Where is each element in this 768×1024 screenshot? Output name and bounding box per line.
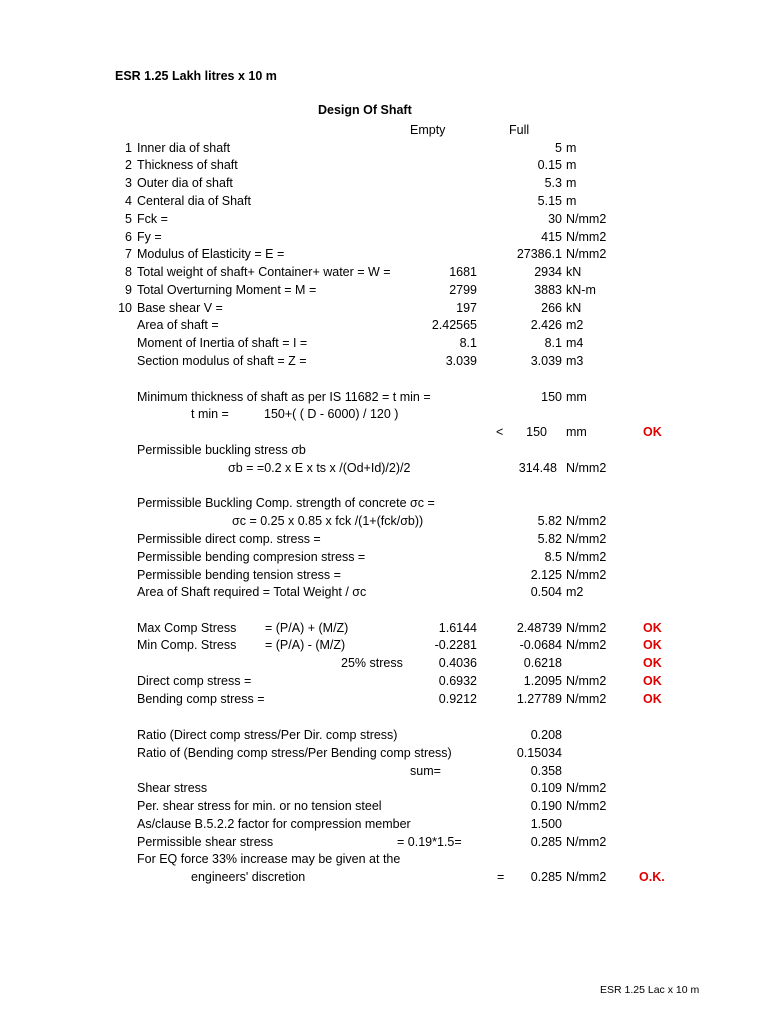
- ratio-value: 0.109: [530, 781, 562, 795]
- row-unit: m: [566, 176, 577, 190]
- ratio-value: 1.500: [530, 817, 562, 831]
- row-label: Fck =: [137, 212, 168, 226]
- row-unit: N/mm2: [566, 230, 607, 244]
- row-number: 10: [118, 301, 132, 315]
- column-header-empty: Empty: [410, 123, 446, 137]
- stress-formula: 25% stress: [341, 656, 403, 670]
- row-full-value: 3.039: [530, 354, 562, 368]
- section-title: Design Of Shaft: [318, 103, 412, 117]
- row-label: Area of shaft =: [137, 318, 219, 332]
- stress-full-value: 2.48739: [516, 621, 562, 635]
- row-full-value: 2934: [534, 265, 562, 279]
- stress-empty-value: 0.6932: [438, 674, 477, 688]
- ratio-value: 0.358: [530, 764, 562, 778]
- document-title: ESR 1.25 Lakh litres x 10 m: [115, 69, 277, 83]
- comp-strength-formula: σc = 0.25 x 0.85 x fck /(1+(fck/σb)): [232, 514, 424, 528]
- row-full-value: 5.15: [537, 194, 562, 208]
- ratio-value: 0.285: [530, 835, 562, 849]
- perm-label: Permissible bending tension stress =: [137, 568, 341, 582]
- row-label: Total Overturning Moment = M =: [137, 283, 317, 297]
- row-number: 4: [125, 194, 132, 208]
- status-badge: OK: [643, 656, 662, 670]
- stress-label: Direct comp stress =: [137, 674, 252, 688]
- stress-formula: = (P/A) - (M/Z): [265, 638, 346, 652]
- eq-sign: =: [497, 870, 505, 884]
- ratio-value: 0.190: [530, 799, 562, 813]
- row-unit: kN-m: [566, 283, 596, 297]
- stress-unit: N/mm2: [566, 638, 607, 652]
- row-label: Outer dia of shaft: [137, 176, 233, 190]
- buckling-stress-unit: N/mm2: [566, 461, 607, 475]
- perm-label: Area of Shaft required = Total Weight / σc: [137, 585, 367, 599]
- row-number: 5: [125, 212, 132, 226]
- stress-empty-value: 1.6144: [438, 621, 477, 635]
- stress-full-value: 1.27789: [516, 692, 562, 706]
- row-empty-value: 2.42565: [431, 318, 477, 332]
- row-empty-value: 1681: [449, 265, 477, 279]
- perm-label: Permissible bending compresion stress =: [137, 550, 366, 564]
- row-unit: m3: [566, 354, 584, 368]
- row-unit: m4: [566, 336, 584, 350]
- row-label: Section modulus of shaft = Z =: [137, 354, 307, 368]
- row-number: 1: [125, 141, 132, 155]
- row-label: Moment of Inertia of shaft = I =: [137, 336, 308, 350]
- row-empty-value: 3.039: [445, 354, 477, 368]
- comp-strength-label: Permissible Buckling Comp. strength of concrete σc =: [137, 496, 435, 510]
- status-badge: OK: [643, 674, 662, 688]
- perm-value: 8.5: [544, 550, 562, 564]
- status-badge: O.K.: [639, 870, 665, 884]
- less-than-value: 150: [526, 425, 547, 439]
- row-full-value: 0.15: [537, 158, 562, 172]
- ratio-unit: N/mm2: [566, 799, 607, 813]
- stress-empty-value: 0.4036: [438, 656, 477, 670]
- page-footer: ESR 1.25 Lac x 10 m: [600, 984, 700, 996]
- perm-unit: N/mm2: [566, 532, 607, 546]
- comp-strength-value: 5.82: [537, 514, 562, 528]
- eq-value: 0.285: [530, 870, 562, 884]
- row-full-value: 5.3: [544, 176, 562, 190]
- buckling-stress-value: 314.48: [518, 461, 557, 475]
- ratio-label: As/clause B.5.2.2 factor for compression member: [137, 817, 411, 831]
- row-number: 7: [125, 247, 132, 261]
- stress-unit: N/mm2: [566, 674, 607, 688]
- row-full-value: 415: [541, 230, 562, 244]
- stress-label: Max Comp Stress: [137, 621, 237, 635]
- ratio-label: Per. shear stress for min. or no tension steel: [137, 799, 382, 813]
- row-empty-value: 197: [456, 301, 477, 315]
- stress-formula: = (P/A) + (M/Z): [265, 621, 349, 635]
- ratio-value: 0.208: [530, 728, 562, 742]
- stress-label: Bending comp stress =: [137, 692, 265, 706]
- row-unit: kN: [566, 265, 582, 279]
- row-unit: kN: [566, 301, 582, 315]
- stress-unit: N/mm2: [566, 692, 607, 706]
- stress-empty-value: -0.2281: [434, 638, 477, 652]
- perm-unit: N/mm2: [566, 550, 607, 564]
- status-badge: OK: [643, 621, 662, 635]
- ratio-unit: N/mm2: [566, 835, 607, 849]
- buckling-stress-label: Permissible buckling stress σb: [137, 443, 306, 457]
- row-full-value: 27386.1: [516, 247, 562, 261]
- row-unit: m: [566, 141, 577, 155]
- status-badge: OK: [643, 692, 662, 706]
- row-empty-value: 2799: [449, 283, 477, 297]
- tmin-label: t min =: [191, 407, 229, 421]
- row-full-value: 30: [548, 212, 562, 226]
- comp-strength-unit: N/mm2: [566, 514, 607, 528]
- row-label: Modulus of Elasticity = E =: [137, 247, 285, 261]
- status-badge: OK: [643, 425, 662, 439]
- eq-note-line1: For EQ force 33% increase may be given at the: [137, 852, 401, 866]
- ratio-label: sum=: [410, 764, 441, 778]
- row-number: 3: [125, 176, 132, 190]
- row-full-value: 5: [555, 141, 562, 155]
- row-full-value: 8.1: [544, 336, 562, 350]
- row-unit: N/mm2: [566, 212, 607, 226]
- perm-value: 2.125: [530, 568, 562, 582]
- ratio-label: Shear stress: [137, 781, 208, 795]
- row-number: 6: [125, 230, 132, 244]
- less-than-unit: mm: [566, 425, 587, 439]
- row-number: 2: [125, 158, 132, 172]
- stress-full-value: -0.0684: [519, 638, 562, 652]
- eq-unit: N/mm2: [566, 870, 607, 884]
- row-unit: m: [566, 194, 577, 208]
- ratio-label: Ratio of (Bending comp stress/Per Bending comp stress): [137, 746, 452, 760]
- column-header-full: Full: [509, 123, 530, 137]
- row-full-value: 266: [541, 301, 562, 315]
- row-full-value: 3883: [534, 283, 562, 297]
- eq-note-line2: engineers' discretion: [191, 870, 306, 884]
- min-thickness-value: 150: [541, 390, 562, 404]
- row-label: Centeral dia of Shaft: [137, 194, 251, 208]
- ratio-unit: N/mm2: [566, 781, 607, 795]
- row-label: Inner dia of shaft: [137, 141, 231, 155]
- stress-label: Min Comp. Stress: [137, 638, 237, 652]
- perm-unit: N/mm2: [566, 568, 607, 582]
- min-thickness-unit: mm: [566, 390, 587, 404]
- stress-unit: N/mm2: [566, 621, 607, 635]
- stress-empty-value: 0.9212: [438, 692, 477, 706]
- row-label: Fy =: [137, 230, 162, 244]
- row-label: Total weight of shaft+ Container+ water = W =: [137, 265, 391, 279]
- min-thickness-label: Minimum thickness of shaft as per IS 11682 = t min =: [137, 390, 431, 404]
- ratio-label: Ratio (Direct comp stress/Per Dir. comp stress): [137, 728, 398, 742]
- row-number: 9: [125, 283, 132, 297]
- row-unit: N/mm2: [566, 247, 607, 261]
- perm-label: Permissible direct comp. stress =: [137, 532, 321, 546]
- ratio-formula: = 0.19*1.5=: [397, 835, 462, 849]
- status-badge: OK: [643, 638, 662, 652]
- less-than-sign: <: [496, 425, 504, 439]
- tmin-formula: 150+( ( D - 6000) / 120 ): [264, 407, 399, 421]
- row-unit: m: [566, 158, 577, 172]
- buckling-stress-formula: σb = =0.2 x E x ts x /(Od+Id)/2)/2: [228, 461, 411, 475]
- ratio-value: 0.15034: [516, 746, 562, 760]
- perm-unit: m2: [566, 585, 584, 599]
- row-empty-value: 8.1: [459, 336, 477, 350]
- row-number: 8: [125, 265, 132, 279]
- perm-value: 5.82: [537, 532, 562, 546]
- row-label: Base shear V =: [137, 301, 223, 315]
- stress-full-value: 1.2095: [523, 674, 562, 688]
- ratio-label: Permissible shear stress: [137, 835, 274, 849]
- stress-full-value: 0.6218: [523, 656, 562, 670]
- row-unit: m2: [566, 318, 584, 332]
- row-label: Thickness of shaft: [137, 158, 238, 172]
- perm-value: 0.504: [530, 585, 562, 599]
- row-full-value: 2.426: [530, 318, 562, 332]
